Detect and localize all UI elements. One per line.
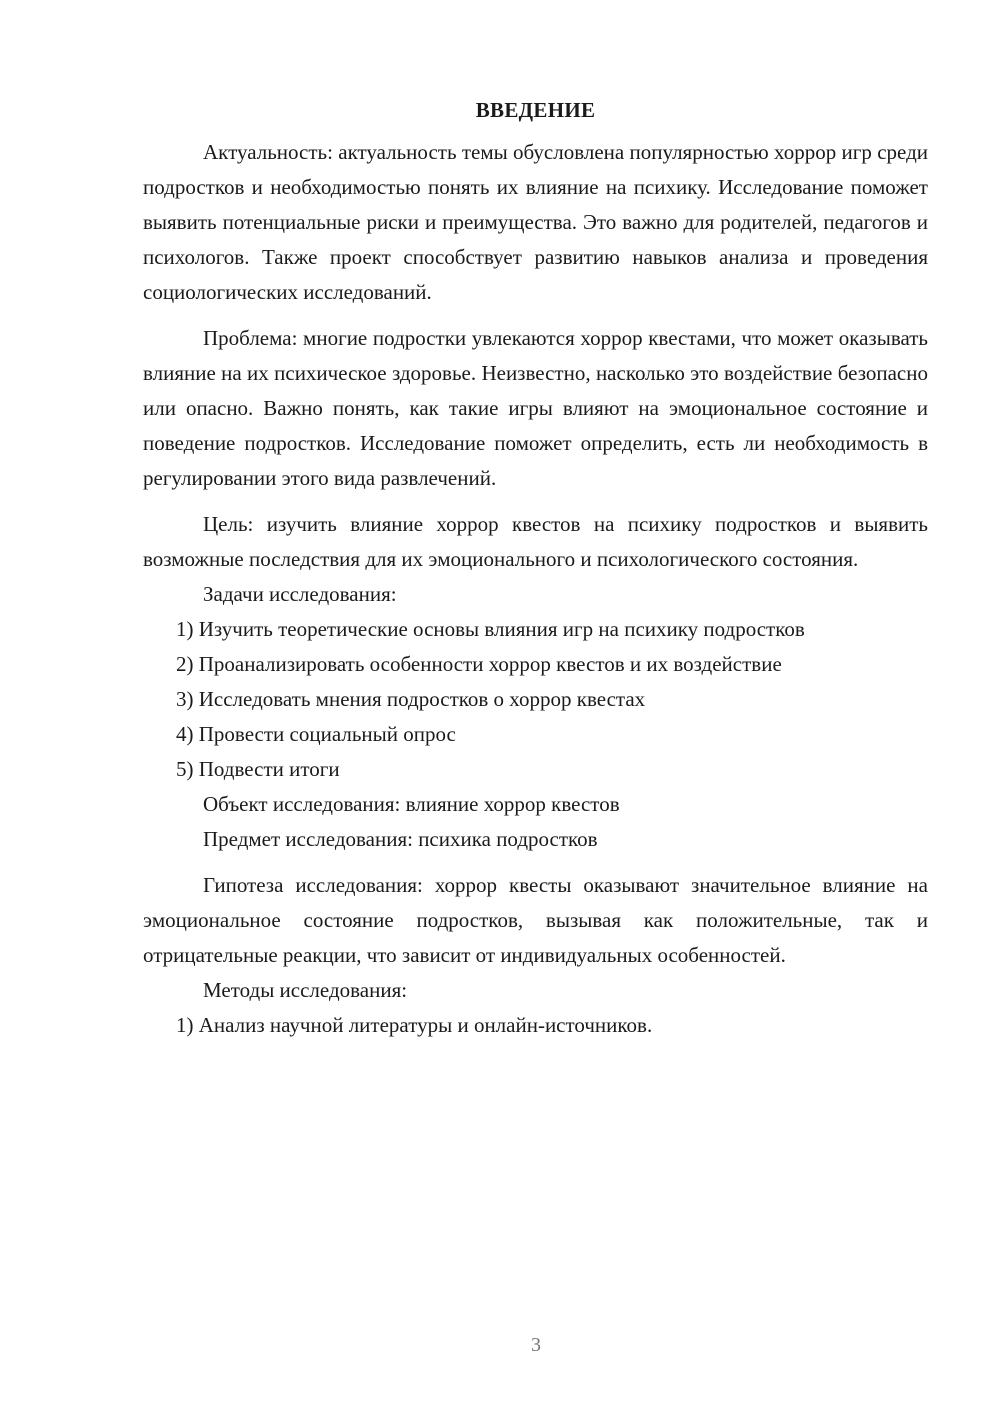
tasks-heading: Задачи исследования: [203, 582, 397, 606]
task-item: 1) Изучить теоретические основы влияния игр на психику подростков [176, 617, 805, 641]
page-content [143, 94, 928, 1043]
page-title: ВВЕДЕНИЕ [475, 98, 596, 122]
method-item: 1) Анализ научной литературы и онлайн-источников. [176, 1013, 653, 1037]
page-number: 3 [531, 1334, 541, 1356]
relevance-paragraph: Актуальность: актуальность темы обусловлена популярностью хоррор игр среди подростков и необходимостью понять их влияние на психику. Исследование поможет выявить потенциальные риски и преимущества. Это важно для родителей, педагогов и психологов. Также проект способствует развитию навыков анализа и проведения социологических исследований. [143, 140, 928, 304]
goal-paragraph: Цель: изучить влияние хоррор квестов на психику подростков и выявить возможные последствия для их эмоционального и психологического состояния. [143, 512, 928, 571]
task-item: 2) Проанализировать особенности хоррор квестов и их воздействие [176, 652, 782, 676]
task-item: 4) Провести социальный опрос [176, 722, 456, 746]
hypothesis-paragraph: Гипотеза исследования: хоррор квесты оказывают значительное влияние на эмоциональное состояние подростков, вызывая как положительные, так и отрицательные реакции, что зависит от индивидуальных особенностей. [143, 873, 928, 967]
methods-heading: Методы исследования: [203, 978, 408, 1002]
object-line: Объект исследования: влияние хоррор квестов [203, 792, 620, 816]
subject-line: Предмет исследования: психика подростков [203, 827, 598, 851]
task-item: 3) Исследовать мнения подростков о хоррор квестах [176, 687, 646, 711]
task-item: 5) Подвести итоги [176, 757, 340, 781]
problem-paragraph: Проблема: многие подростки увлекаются хоррор квестами, что может оказывать влияние на их психическое здоровье. Неизвестно, насколько это воздействие безопасно или опасно. Важно понять, как такие игры влияют на эмоциональное состояние и поведение подростков. Исследование поможет определить, есть ли необходимость в регулировании этого вида развлечений. [143, 326, 928, 490]
